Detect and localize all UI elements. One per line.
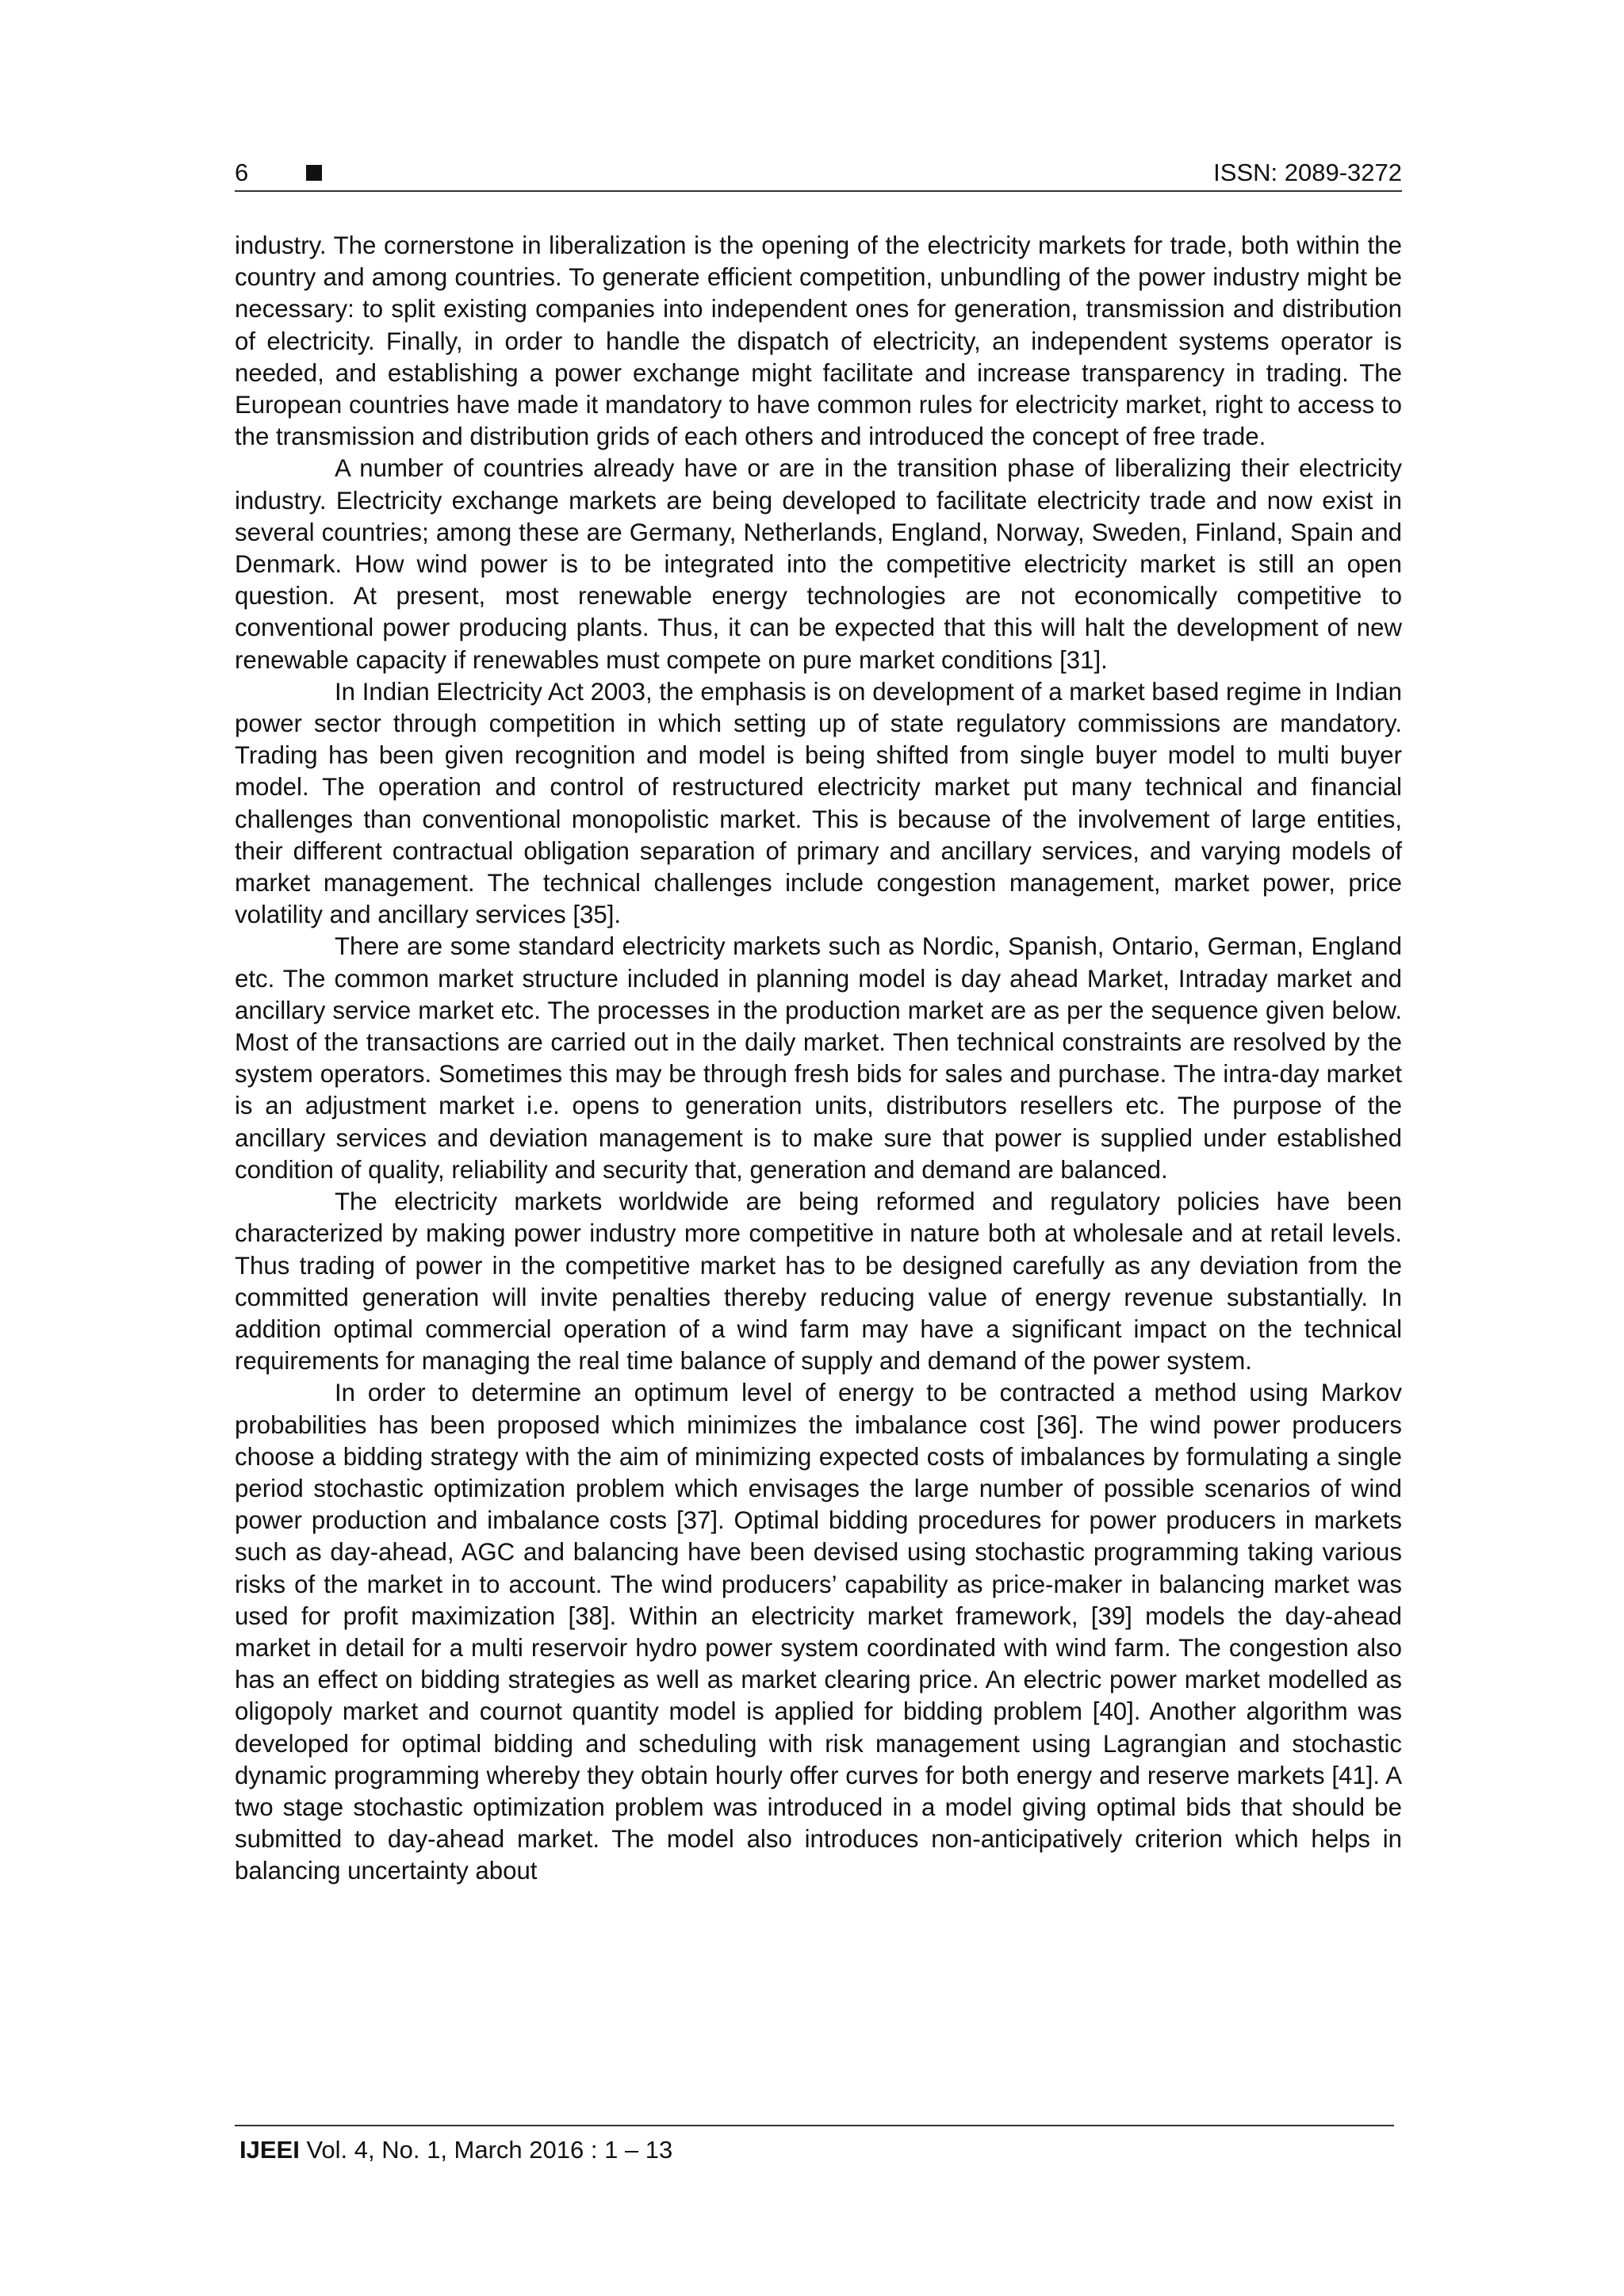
paragraph: In order to determine an optimum level of energy to be contracted a method using Markov probabilities has been proposed which minimizes the imbalance cost [36]. The wind power producers choose a bidding strategy with the aim of minimizing expected costs of imbalances by formulating a single period stochastic optimization problem which envisages the large number of possible scenarios of wind power production and imbalance costs [37]. Optimal bidding procedures for power producers in markets such as day-ahead, AGC and balancing have been devised using stochastic programming taking various risks of the market in to account. The wind producers’ capability as price-maker in balancing market was used for profit maximization [38]. Within an electricity market framework, [39] models the day-ahead market in detail for a multi reservoir hydro power system coordinated with wind farm. The congestion also has an effect on bidding strategies as well as market clearing price. An electric power market modelled as oligopoly market and cournot quantity model is applied for bidding problem [40]. Another algorithm was developed for optimal bidding and scheduling with risk management using Lagrangian and stochastic dynamic programming whereby they obtain hourly offer curves for both energy and reserve markets [41]. A two stage stochastic optimization problem was introduced in a model giving optimal bids that should be submitted to day-ahead market. The model also introduces non-anticipatively criterion which helps in balancing uncertainty about <box>235 1379 1402 1885</box>
paragraph: There are some standard electricity markets such as Nordic, Spanish, Ontario, German, England etc. The common market structure included in planning model is day ahead Market, Intraday market and ancillary service market etc. The processes in the production market are as per the sequence given below. Most of the transactions are carried out in the daily market. Then technical constraints are resolved by the system operators. Sometimes this may be through fresh bids for sales and purchase. The intra-day market is an adjustment market i.e. opens to generation units, distributors resellers etc. The purpose of the ancillary services and deviation management is to make sure that power is supplied under established condition of quality, reliability and security that, generation and demand are balanced. <box>235 932 1402 1184</box>
page-number: 6 <box>235 159 249 186</box>
square-bullet-icon <box>306 165 322 181</box>
issn-label: ISSN: 2089-3272 <box>1213 159 1402 186</box>
paragraph: In Indian Electricity Act 2003, the emphasis is on development of a market based regime in Indian power sector through competition in which setting up of state regulatory commissions are mandatory. Trading has been given recognition and model is being shifted from single buyer model to multi buyer model. The operation and control of restructured electricity market put many technical and financial challenges than conventional monopolistic market. This is because of the involvement of large entities, their different contractual obligation separation of primary and ancillary services, and varying models of market management. The technical challenges include congestion management, market power, price volatility and ancillary services [35]. <box>235 677 1402 929</box>
page-footer <box>239 2133 672 2168</box>
journal-citation: Vol. 4, No. 1, March 2016 : 1 – 13 <box>299 2136 673 2164</box>
journal-name: IJEEI <box>239 2136 300 2164</box>
paragraph-continuation: industry. The cornerstone in liberalization is the opening of the electricity markets for trade, both within the country and among countries. To generate efficient competition, unbundling of the power industry might be necessary: to split existing companies into independent ones for generation, transmission and distribution of electricity. Finally, in order to handle the dispatch of electricity, an independent systems operator is needed, and establishing a power exchange might facilitate and increase transparency in trading. The European countries have made it mandatory to have common rules for electricity market, right to access to the transmission and distribution grids of each others and introduced the concept of free trade. <box>235 232 1402 451</box>
page-header <box>235 155 1402 192</box>
footer-divider <box>235 2125 1394 2126</box>
paragraph: The electricity markets worldwide are being reformed and regulatory policies have been characterized by making power industry more competitive in nature both at wholesale and at retail levels. Thus trading of power in the competitive market has to be designed carefully as any deviation from the committed generation will invite penalties thereby reducing value of energy revenue substantially. In addition optimal commercial operation of a wind farm may have a significant impact on the technical requirements for managing the real time balance of supply and demand of the power system. <box>235 1188 1402 1376</box>
article-body <box>235 230 1402 1888</box>
paragraph: A number of countries already have or are in the transition phase of liberalizing their electricity industry. Electricity exchange markets are being developed to facilitate electricity trade and now exist in several countries; among these are Germany, Netherlands, England, Norway, Sweden, Finland, Spain and Denmark. How wind power is to be integrated into the competitive electricity market is still an open question. At present, most renewable energy technologies are not economically competitive to conventional power producing plants. Thus, it can be expected that this will halt the development of new renewable capacity if renewables must compete on pure market conditions [31]. <box>235 454 1402 674</box>
